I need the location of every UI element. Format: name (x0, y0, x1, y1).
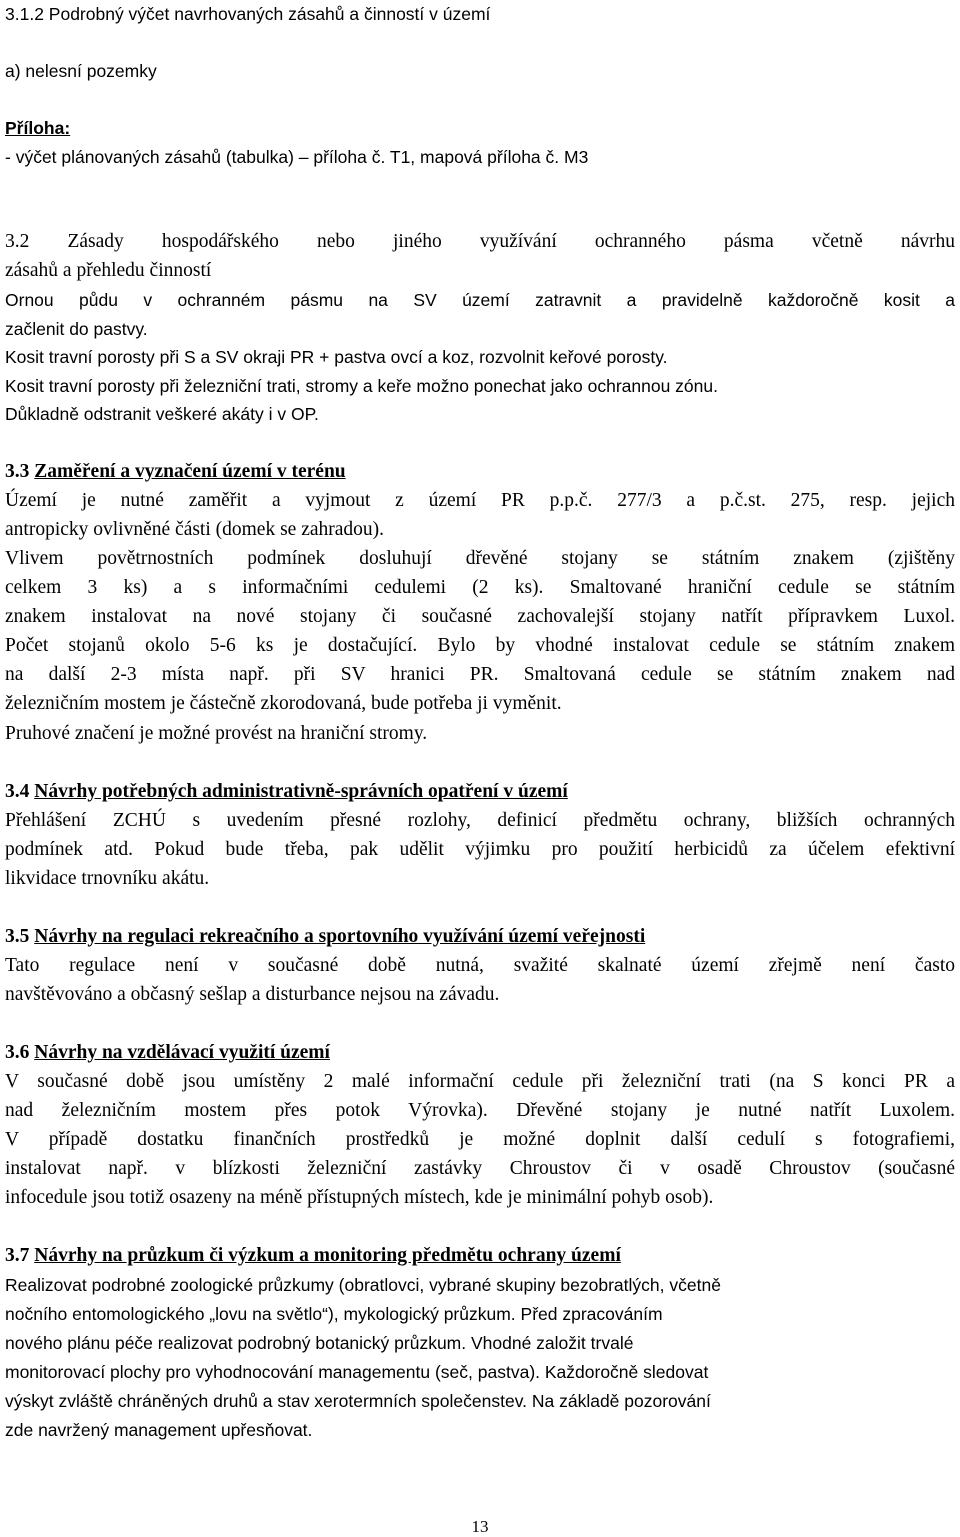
section-3-5-line: Tato regulace není v současné době nutná, svažité skalnaté území zřejmě není často (5, 955, 955, 976)
section-3-2-paragraph-1-line-1: Ornou půdu v ochranném pásmu na SV území zatravnit a pravidelně každoročně kosit a (5, 290, 955, 310)
section-3-2-paragraph-1-line-2: začlenit do pastvy. (5, 319, 148, 339)
subheading-nelesni-pozemky: a) nelesní pozemky (5, 61, 157, 81)
section-3-5-number: 3.5 (5, 926, 30, 947)
section-3-2-paragraph-3: Kosit travní porosty při železniční trati, stromy a keře možno ponechat jako ochrannou zónu. (5, 376, 718, 396)
section-3-6-number: 3.6 (5, 1042, 30, 1063)
section-3-5-line: navštěvováno a občasný sešlap a disturbance nejsou na závadu. (5, 984, 500, 1005)
section-3-5-title: Návrhy na regulaci rekreačního a sportovního využívání území veřejnosti (34, 926, 646, 947)
section-3-3-line: celkem 3 ks) a s informačními cedulemi (2 ks). Smaltované hraniční cedule se státním (5, 577, 955, 598)
section-3-6-heading (5, 1041, 330, 1065)
section-3-3-number: 3.3 (5, 461, 30, 482)
section-3-3-heading (5, 460, 346, 484)
section-3-3-line: železničním mostem je částečně zkorodovaná, bude potřeba ji vyměnit. (5, 693, 562, 714)
attachment-label: Příloha: (5, 118, 71, 138)
section-3-2-paragraph-2: Kosit travní porosty při S a SV okraji PR + pastva ovcí a koz, rozvolnit keřové porosty. (5, 347, 668, 367)
section-3-7-number: 3.7 (5, 1245, 30, 1266)
section-3-6-line: infocedule jsou totiž osazeny na méně přístupných místech, kde je minimální pohyb osob). (5, 1187, 714, 1208)
section-3-3-line: antropicky ovlivněné části (domek se zahradou). (5, 519, 385, 540)
section-3-3-line: Pruhové značení je možné provést na hraniční stromy. (5, 723, 428, 744)
section-3-6-title: Návrhy na vzdělávací využití území (34, 1042, 330, 1063)
section-3-3-line: na další 2-3 místa např. při SV hranici PR. Smaltovaná cedule se státním znakem nad (5, 664, 955, 685)
section-3-4-number: 3.4 (5, 781, 30, 802)
section-3-1-2-heading: 3.1.2 Podrobný výčet navrhovaných zásahů a činností v území (5, 4, 491, 24)
section-3-7-line: zde navržený management upřesňovat. (5, 1420, 313, 1440)
section-3-6-line: V případě dostatku finančních prostředků je možné doplnit další cedulí s fotografiemi, (5, 1129, 955, 1150)
section-3-6-line: V současné době jsou umístěny 2 malé informační cedule při železniční trati (na S konci PR a (5, 1071, 955, 1092)
section-3-7-line: monitorovací plochy pro vyhodnocování managementu (seč, pastva). Každoročně sledovat (5, 1362, 709, 1382)
page-number: 13 (471, 1517, 489, 1536)
section-3-7-heading (5, 1244, 621, 1268)
section-3-6-line: instalovat např. v blízkosti železniční zastávky Chroustov či v osadě Chroustov (současné (5, 1158, 955, 1179)
section-3-6-line: nad železničním mostem přes potok Výrovka). Dřevěné stojany je nutné natřít Luxolem. (5, 1100, 955, 1121)
section-3-3-title: Zaměření a vyznačení území v terénu (34, 461, 346, 482)
section-3-2-heading-line-1: 3.2 Zásady hospodářského nebo jiného využívání ochranného pásma včetně návrhu (5, 231, 955, 252)
section-3-3-line: Vlivem povětrnostních podmínek dosluhují dřevěné stojany se státním znakem (zjištěny (5, 548, 955, 569)
section-3-7-line: nočního entomologického „lovu na světlo“), mykologický průzkum. Před zpracováním (5, 1304, 663, 1324)
section-3-7-line: nového plánu péče realizovat podrobný botanický průzkum. Vhodné založit trvalé (5, 1333, 634, 1353)
section-3-4-title: Návrhy potřebných administrativně-správních opatření v území (34, 781, 568, 802)
section-3-4-line: podmínek atd. Pokud bude třeba, pak udělit výjimku pro použití herbicidů za účelem efektivní (5, 839, 955, 860)
section-3-2-heading-line-2: zásahů a přehledu činností (5, 260, 212, 281)
section-3-7-title: Návrhy na průzkum či výzkum a monitoring předmětu ochrany území (34, 1245, 621, 1266)
section-3-3-line: Počet stojanů okolo 5-6 ks je dostačující. Bylo by vhodné instalovat cedule se státním znakem (5, 635, 955, 656)
section-3-5-heading (5, 925, 645, 949)
attachment-text: - výčet plánovaných zásahů (tabulka) – příloha č. T1, mapová příloha č. M3 (5, 147, 589, 167)
section-3-3-line: znakem instalovat na nové stojany či současné zachovalejší stojany natřít přípravkem Luxol. (5, 606, 955, 627)
section-3-7-line: výskyt zvláště chráněných druhů a stav xerotermních společenstev. Na základě pozorování (5, 1391, 711, 1411)
section-3-7-line: Realizovat podrobné zoologické průzkumy (obratlovci, vybrané skupiny bezobratlých, včetně (5, 1275, 721, 1295)
section-3-3-line: Území je nutné zaměřit a vyjmout z území PR p.p.č. 277/3 a p.č.st. 275, resp. jejich (5, 490, 955, 511)
section-3-2-paragraph-4: Důkladně odstranit veškeré akáty i v OP. (5, 404, 319, 424)
section-3-4-heading (5, 780, 568, 804)
section-3-4-line: Přehlášení ZCHÚ s uvedením přesné rozlohy, definicí předmětu ochrany, bližších ochranných (5, 810, 955, 831)
section-3-4-line: likvidace trnovníku akátu. (5, 868, 210, 889)
